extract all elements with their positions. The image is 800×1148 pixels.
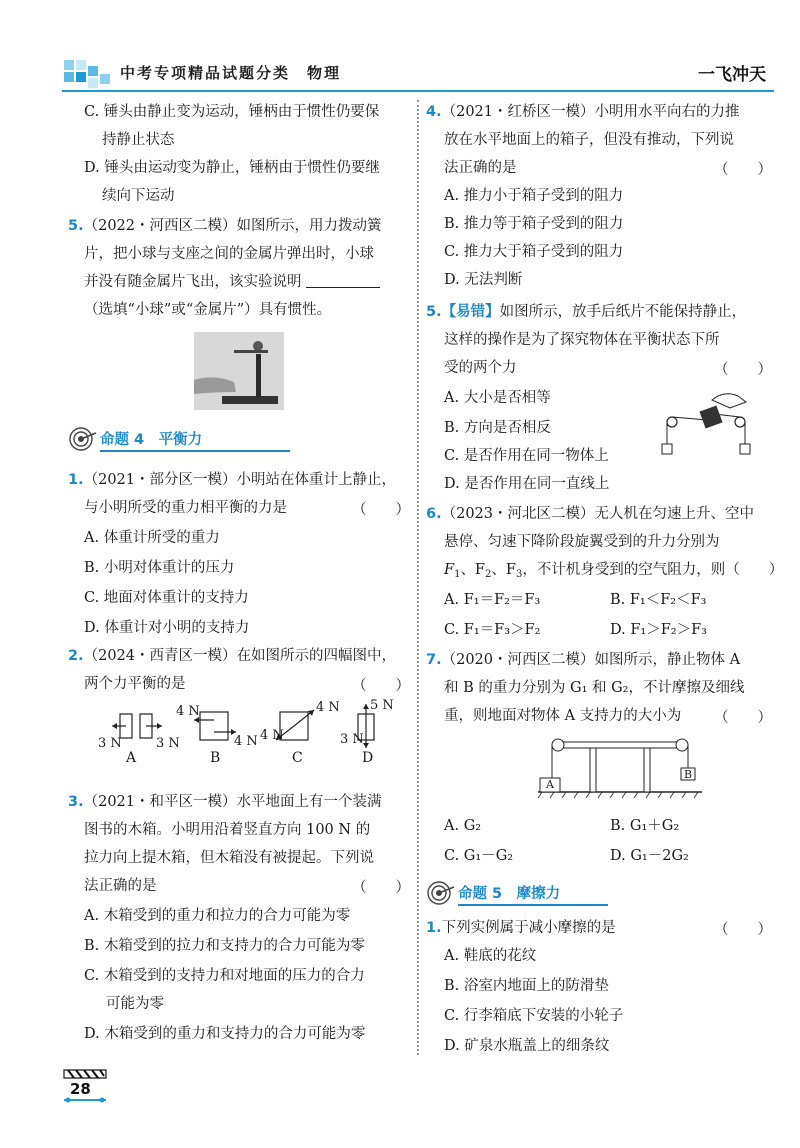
symbol-f: 、F xyxy=(491,562,516,578)
question-stem-line: 重，则地面对物体 A 支持力的大小为 xyxy=(444,708,682,724)
question-number: 5. xyxy=(426,304,442,320)
prev-option-d-cont: 续向下运动 xyxy=(102,188,175,204)
question-stem-line: 两个力平衡的是 xyxy=(84,676,186,692)
prev-option-c: C. 锤头由静止变为运动，锤柄由于惯性仍要保 xyxy=(84,104,380,120)
topic-5-title: 命题 5 摩擦力 xyxy=(458,886,561,902)
option-b[interactable]: B. G₁＋G₂ xyxy=(610,818,680,834)
answer-paren[interactable]: （ ） xyxy=(352,678,410,694)
question-stem-line: 这样的操作是为了探究物体在平衡状态下所 xyxy=(444,332,720,348)
option-a[interactable]: A. 木箱受到的重力和拉力的合力可能为零 xyxy=(84,908,351,924)
subscript: 1 xyxy=(454,569,461,580)
topic-4-heading xyxy=(68,426,308,452)
force-label: 3 N xyxy=(98,736,122,751)
topic-4-title: 命题 4 平衡力 xyxy=(100,432,203,448)
symbol-f: 、F xyxy=(460,562,485,578)
option-c[interactable]: C. 推力大于箱子受到的阻力 xyxy=(444,244,624,260)
option-a[interactable]: A. F₁＝F₂＝F₃ xyxy=(444,592,541,608)
option-d[interactable]: D. 无法判断 xyxy=(444,272,523,288)
figure-label-d: D xyxy=(362,750,374,766)
option-d[interactable]: D. 木箱受到的重力和支持力的合力可能为零 xyxy=(84,1026,366,1042)
option-b[interactable]: B. 木箱受到的拉力和支持力的合力可能为零 xyxy=(84,938,365,954)
question-number: 6. xyxy=(426,506,442,522)
subscript: 3 xyxy=(515,569,523,580)
question-stem-line: 受的两个力 xyxy=(444,360,517,376)
question-stem: （2023・河北区二模）无人机在匀速上升、空中 xyxy=(441,506,755,522)
option-d[interactable]: D. G₁－2G₂ xyxy=(610,848,689,864)
target-icon xyxy=(426,878,456,908)
topic-5-heading xyxy=(426,880,666,906)
question-stem: （2022・河西区二模）如图所示，用力拨动簧 xyxy=(83,218,382,234)
question-stem: （2021・红桥区一模）小明用水平向右的力推 xyxy=(441,104,740,120)
option-c[interactable]: C. 是否作用在同一物体上 xyxy=(444,448,609,464)
option-d[interactable]: D. 是否作用在同一直线上 xyxy=(444,476,610,492)
question-stem: （2021・和平区一模）水平地面上有一个装满 xyxy=(83,794,382,810)
option-c-cont: 可能为零 xyxy=(106,996,164,1012)
option-d[interactable]: D. 矿泉水瓶盖上的细条纹 xyxy=(444,1038,610,1054)
paper-card-pulley-figure xyxy=(658,390,754,460)
spring-inertia-photo xyxy=(194,332,284,410)
option-d[interactable]: D. F₁＞F₂＞F₃ xyxy=(610,622,707,638)
question-stem-line: 放在水平地面上的箱子，但没有推动，下列说 xyxy=(444,132,734,148)
answer-paren[interactable]: （ ） xyxy=(714,162,772,178)
figure-label-a: A xyxy=(126,750,137,766)
question-stem: （2021・部分区一模）小明站在体重计上静止， xyxy=(83,472,397,488)
question-number: 1. xyxy=(68,472,84,488)
prev-option-d: D. 锤头由运动变为静止，锤柄由于惯性仍要继 xyxy=(84,160,380,176)
force-label: 3 N xyxy=(156,736,180,751)
option-b[interactable]: B. 浴室内地面上的防滑垫 xyxy=(444,978,609,994)
page-number: 28 xyxy=(70,1080,91,1098)
question-stem: 如图所示，放手后纸片不能保持静止， xyxy=(499,304,747,320)
header-rule xyxy=(62,90,774,92)
answer-paren[interactable]: （ ） xyxy=(714,922,772,938)
block-a-label: A xyxy=(546,778,554,791)
question-stem-line xyxy=(444,560,783,585)
question-number: 5. xyxy=(68,218,84,234)
page-header xyxy=(0,56,800,96)
answer-paren[interactable]: （ ） xyxy=(714,362,772,378)
force-diagrams xyxy=(96,700,396,762)
question-stem: （2024・西青区一模）在如图所示的四幅图中， xyxy=(83,648,397,664)
header-title: 中考专项精品试题分类 物理 xyxy=(120,64,342,82)
option-b[interactable]: B. F₁＜F₂＜F₃ xyxy=(610,592,707,608)
force-label: 4 N xyxy=(316,700,340,715)
option-a[interactable]: A. 推力小于箱子受到的阻力 xyxy=(444,188,624,204)
figure-label-c: C xyxy=(292,750,303,766)
option-a[interactable]: A. 鞋底的花纹 xyxy=(444,948,537,964)
question-number: 2. xyxy=(68,648,84,664)
option-c[interactable]: C. 行李箱底下安装的小轮子 xyxy=(444,1008,624,1024)
option-a[interactable]: A. G₂ xyxy=(444,818,482,834)
question-number: 3. xyxy=(68,794,84,810)
question-stem-line: 法正确的是 xyxy=(444,160,517,176)
pulley-system-figure xyxy=(530,732,710,798)
question-stem-line: 图书的木箱。小明用沿着竖直方向 100 N 的 xyxy=(84,822,371,838)
question-stem-tail: ，不计机身受到的空气阻力，则（ ） xyxy=(522,562,784,578)
option-b[interactable]: B. 推力等于箱子受到的阻力 xyxy=(444,216,624,232)
force-label: 4 N xyxy=(176,704,200,719)
question-stem-line: 并没有随金属片飞出，该实验说明 xyxy=(84,274,302,290)
answer-paren[interactable]: （ ） xyxy=(352,880,410,896)
topic-underline xyxy=(100,450,290,452)
force-label: 4 N xyxy=(234,734,258,749)
option-c[interactable]: C. 木箱受到的支持力和对地面的压力的合力 xyxy=(84,968,365,984)
option-b[interactable]: B. 小明对体重计的压力 xyxy=(84,560,235,576)
answer-blank[interactable] xyxy=(306,273,380,288)
prev-option-c-cont: 持静止状态 xyxy=(102,132,175,148)
question-number: 1. xyxy=(426,920,442,936)
option-b[interactable]: B. 方向是否相反 xyxy=(444,420,551,436)
question-stem-line: 片，把小球与支座之间的金属片弹出时，小球 xyxy=(84,246,374,262)
block-b-label: B xyxy=(684,768,693,781)
force-label: 5 N xyxy=(370,698,394,713)
question-stem-line: 拉力向上提木箱，但木箱没有被提起。下列说 xyxy=(84,850,374,866)
question-stem: 下列实例属于减小摩擦的是 xyxy=(441,920,616,936)
question-number: 7. xyxy=(426,652,442,668)
subscript: 2 xyxy=(485,569,492,580)
option-a[interactable]: A. 体重计所受的重力 xyxy=(84,530,220,546)
column-divider xyxy=(417,100,419,1055)
target-icon xyxy=(68,424,98,454)
question-stem: （2020・河西区二模）如图所示，静止物体 A xyxy=(441,652,741,668)
question-stem-line: （选填“小球”或“金属片”）具有惯性。 xyxy=(84,302,332,318)
force-label: 4 N xyxy=(260,728,284,743)
answer-paren[interactable]: （ ） xyxy=(714,710,772,726)
force-label: 3 N xyxy=(340,732,364,747)
question-number: 4. xyxy=(426,104,442,120)
option-a[interactable]: A. 大小是否相等 xyxy=(444,390,551,406)
symbol-f: F xyxy=(444,562,455,578)
question-stem-line: 与小明所受的重力相平衡的力是 xyxy=(84,500,287,516)
option-c[interactable]: C. F₁＝F₃＞F₂ xyxy=(444,622,541,638)
option-c[interactable]: C. G₁－G₂ xyxy=(444,848,514,864)
header-squares-decoration xyxy=(62,56,114,92)
answer-paren[interactable]: （ ） xyxy=(352,502,410,518)
topic-underline xyxy=(458,904,608,906)
option-c[interactable]: C. 地面对体重计的支持力 xyxy=(84,590,249,606)
question-stem-line: 法正确的是 xyxy=(84,878,157,894)
header-brand-logo: 一飞冲天 xyxy=(698,65,766,85)
question-stem-line: 悬停、匀速下降阶段旋翼受到的升力分别为 xyxy=(444,534,720,550)
figure-label-b: B xyxy=(210,750,221,766)
option-d[interactable]: D. 体重计对小明的支持力 xyxy=(84,620,250,636)
question-stem-line: 和 B 的重力分别为 G₁ 和 G₂，不计摩擦及细线 xyxy=(444,680,745,696)
error-prone-tag: 【易错】 xyxy=(441,304,500,320)
